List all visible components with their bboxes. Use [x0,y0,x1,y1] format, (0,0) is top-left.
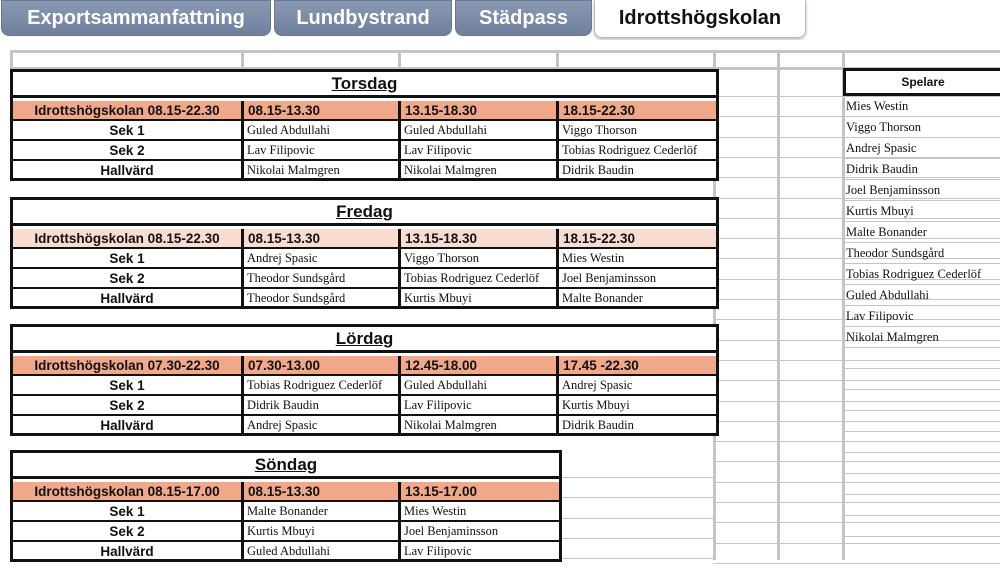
role-label-cell[interactable]: Sek 1 [13,121,244,141]
day-title[interactable]: Lördag [13,327,716,353]
empty-cell[interactable] [843,348,1000,369]
role-label-cell[interactable]: Hallvärd [13,161,244,181]
table-row [13,416,716,436]
spelare-item[interactable]: Guled Abdullahi [843,285,1000,306]
shift-header-row [13,356,716,376]
spelare-item[interactable]: Viggo Thorson [843,117,1000,138]
player-cell[interactable]: Andrej Spasic [559,376,716,396]
table-row [13,542,559,562]
grid-line [398,50,401,70]
grid-line [10,50,13,70]
shift-header-row [13,229,716,249]
tab-stadpass[interactable]: Städpass [455,0,592,36]
player-cell[interactable]: Lav Filipovic [401,141,559,161]
empty-cell[interactable] [843,495,1000,516]
spelare-item[interactable]: Tobias Rodriguez Cederlöf [843,264,1000,285]
player-cell[interactable]: Malte Bonander [244,502,401,522]
grid-line [713,563,1000,564]
player-cell[interactable]: Guled Abdullahi [401,121,559,141]
empty-cell[interactable] [843,411,1000,432]
grid-line [556,497,713,498]
player-cell[interactable]: Viggo Thorson [401,249,559,269]
spelare-item[interactable]: Didrik Baudin [843,159,1000,180]
shift-time-cell[interactable]: 08.15-13.30 [244,482,401,502]
player-cell[interactable]: Guled Abdullahi [244,542,401,562]
empty-cell[interactable] [843,369,1000,390]
player-cell[interactable]: Andrej Spasic [244,249,401,269]
table-row [13,141,716,161]
spelare-item[interactable]: Malte Bonander [843,222,1000,243]
shift-time-cell[interactable]: 18.15-22.30 [559,229,716,249]
venue-time-cell[interactable]: Idrottshögskolan 08.15-22.30 [13,101,244,121]
table-row [13,396,716,416]
table-row [13,502,559,522]
player-cell[interactable]: Joel Benjaminsson [559,269,716,289]
player-cell[interactable]: Theodor Sundsgård [244,289,401,309]
player-cell[interactable]: Guled Abdullahi [244,121,401,141]
tab-exportsammanfattning[interactable]: Exportsammanfattning [1,0,271,36]
player-cell[interactable]: Andrej Spasic [244,416,401,436]
spelare-item[interactable]: Lav Filipovic [843,306,1000,327]
grid-line [777,50,780,560]
player-cell[interactable]: Tobias Rodriguez Cederlöf [559,141,716,161]
table-row [13,121,716,141]
player-cell[interactable]: Nikolai Malmgren [401,161,559,181]
tab-lundbystrand[interactable]: Lundbystrand [274,0,452,36]
player-cell[interactable]: Guled Abdullahi [401,376,559,396]
grid-line [10,50,1000,53]
empty-cell[interactable] [843,474,1000,495]
role-label-cell[interactable]: Sek 1 [13,249,244,269]
spreadsheet-grid [0,40,1000,567]
player-cell[interactable]: Theodor Sundsgård [244,269,401,289]
spelare-item[interactable]: Andrej Spasic [843,138,1000,159]
player-cell[interactable]: Didrik Baudin [559,416,716,436]
role-label-cell[interactable]: Sek 1 [13,502,244,522]
role-label-cell[interactable]: Sek 2 [13,396,244,416]
spelare-list [843,96,1000,537]
shift-time-cell[interactable]: 13.15-18.30 [401,229,559,249]
spelare-panel [843,68,1000,537]
table-row [13,376,716,396]
day-block-söndag [10,450,562,562]
player-cell[interactable]: Tobias Rodriguez Cederlöf [401,269,559,289]
grid-line [556,538,713,539]
empty-cell[interactable] [843,453,1000,474]
player-cell[interactable]: Didrik Baudin [559,161,716,181]
day-title[interactable]: Söndag [13,453,559,479]
table-row [13,249,716,269]
grid-line [556,50,559,70]
empty-cell[interactable] [843,516,1000,537]
day-block-lördag [10,324,719,436]
player-cell[interactable]: Tobias Rodriguez Cederlöf [244,376,401,396]
role-label-cell[interactable]: Sek 2 [13,522,244,542]
spelare-header[interactable]: Spelare [843,68,1000,96]
player-cell[interactable]: Joel Benjaminsson [401,522,559,542]
grid-line [556,558,713,559]
player-cell[interactable]: Lav Filipovic [401,396,559,416]
role-label-cell[interactable]: Hallvärd [13,542,244,562]
role-label-cell[interactable]: Sek 2 [13,141,244,161]
table-row [13,522,559,542]
role-label-cell[interactable]: Sek 2 [13,269,244,289]
player-cell[interactable]: Didrik Baudin [244,396,401,416]
table-row [13,161,716,181]
day-block-fredag [10,197,719,309]
shift-time-cell[interactable]: 18.15-22.30 [559,101,716,121]
spelare-item[interactable]: Mies Westin [843,96,1000,117]
role-label-cell[interactable]: Sek 1 [13,376,244,396]
venue-time-cell[interactable]: Idrottshögskolan 08.15-22.30 [13,229,244,249]
shift-time-cell[interactable]: 13.15-18.30 [401,101,559,121]
shift-time-cell[interactable]: 12.45-18.00 [401,356,559,376]
grid-line [713,543,1000,544]
empty-cell[interactable] [843,432,1000,453]
shift-header-row [13,101,716,121]
player-cell[interactable]: Lav Filipovic [244,141,401,161]
player-cell[interactable]: Viggo Thorson [559,121,716,141]
grid-line [556,518,713,519]
player-cell[interactable]: Mies Westin [559,249,716,269]
venue-time-cell[interactable]: Idrottshögskolan 08.15-17.00 [13,482,244,502]
spelare-item[interactable]: Joel Benjaminsson [843,180,1000,201]
shift-time-cell[interactable]: 13.15-17.00 [401,482,559,502]
shift-time-cell[interactable]: 08.15-13.30 [244,101,401,121]
day-title[interactable]: Fredag [13,200,716,226]
player-cell[interactable]: Kurtis Mbuyi [244,522,401,542]
grid-line [556,477,713,478]
tab-idrottshogskolan[interactable]: Idrottshögskolan [594,0,806,38]
role-label-cell[interactable]: Hallvärd [13,416,244,436]
shift-time-cell[interactable]: 17.45 -22.30 [559,356,716,376]
shift-time-cell[interactable]: 07.30-13.00 [244,356,401,376]
table-row [13,269,716,289]
spelare-item[interactable]: Kurtis Mbuyi [843,201,1000,222]
player-cell[interactable]: Nikolai Malmgren [244,161,401,181]
player-cell[interactable]: Kurtis Mbuyi [401,289,559,309]
sheet-tab-bar [0,0,1000,40]
player-cell[interactable]: Mies Westin [401,502,559,522]
empty-cell[interactable] [843,390,1000,411]
shift-time-cell[interactable]: 08.15-13.30 [244,229,401,249]
shift-header-row [13,482,559,502]
venue-time-cell[interactable]: Idrottshögskolan 07.30-22.30 [13,356,244,376]
player-cell[interactable]: Kurtis Mbuyi [559,396,716,416]
grid-line [241,50,244,70]
table-row [13,289,716,309]
player-cell[interactable]: Lav Filipovic [401,542,559,562]
player-cell[interactable]: Nikolai Malmgren [401,416,559,436]
day-block-torsdag [10,69,719,181]
day-title[interactable]: Torsdag [13,72,716,98]
spelare-item[interactable]: Nikolai Malmgren [843,327,1000,348]
role-label-cell[interactable]: Hallvärd [13,289,244,309]
spelare-item[interactable]: Theodor Sundsgård [843,243,1000,264]
player-cell[interactable]: Malte Bonander [559,289,716,309]
